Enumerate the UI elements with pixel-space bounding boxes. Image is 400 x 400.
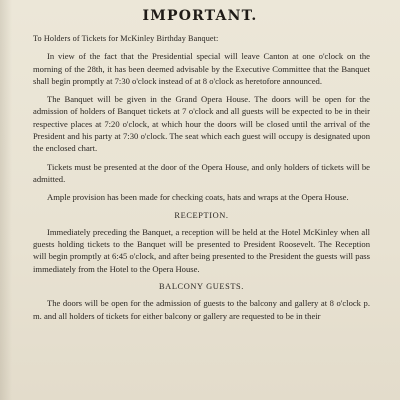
- paragraph-schedule-change: In view of the fact that the Presidential special will leave Canton at one o'clock on the morning of the 28th, it has been deemed advisable by the Executive Committee that the Banquet shall begin promptly at 7:30 o'clock instead of at 8 o'clock as heretofore announced.: [33, 51, 370, 86]
- reception-paragraph: Immediately preceding the Banquet, a reception will be held at the Hotel McKinley when all guests holding tickets to the Banquet will be presented to President Roosevelt. The Reception will begin promptly at 6:45 o'clock, and after being presented to the President the guests will pass immediately from the Hotel to the Opera House.: [33, 226, 370, 274]
- paragraph-banquet-venue: The Banquet will be given in the Grand Opera House. The doors will be open for the admission of holders of Banquet tickets at 7 o'clock and all guests will be expected to be in their respective places at 7:20 o'clock, at which hour the doors will be closed until the arrival of the President and his party at 7:30 o'clock. The seat which each guest will occupy is designated upon the enclosed chart.: [33, 94, 370, 154]
- paragraph-tickets: Tickets must be presented at the door of the Opera House, and only holders of tickets will be admitted.: [33, 161, 370, 184]
- salutation: To Holders of Tickets for McKinley Birthday Banquet:: [33, 34, 219, 43]
- document-body: [33, 33, 370, 328]
- balcony-paragraph: The doors will be open for the admission of guests to the balcony and gallery at 8 o'clock p. m. and all holders of tickets for either balcony or gallery are requested to be in their: [33, 298, 370, 321]
- reception-heading: RECEPTION.: [174, 210, 229, 220]
- paragraph-coat-check: Ample provision has been made for checking coats, hats and wraps at the Opera House.: [47, 192, 349, 203]
- balcony-heading: BALCONY GUESTS.: [159, 282, 244, 292]
- document-title: IMPORTANT.: [142, 8, 258, 24]
- page-edge-shadow: [0, 0, 12, 400]
